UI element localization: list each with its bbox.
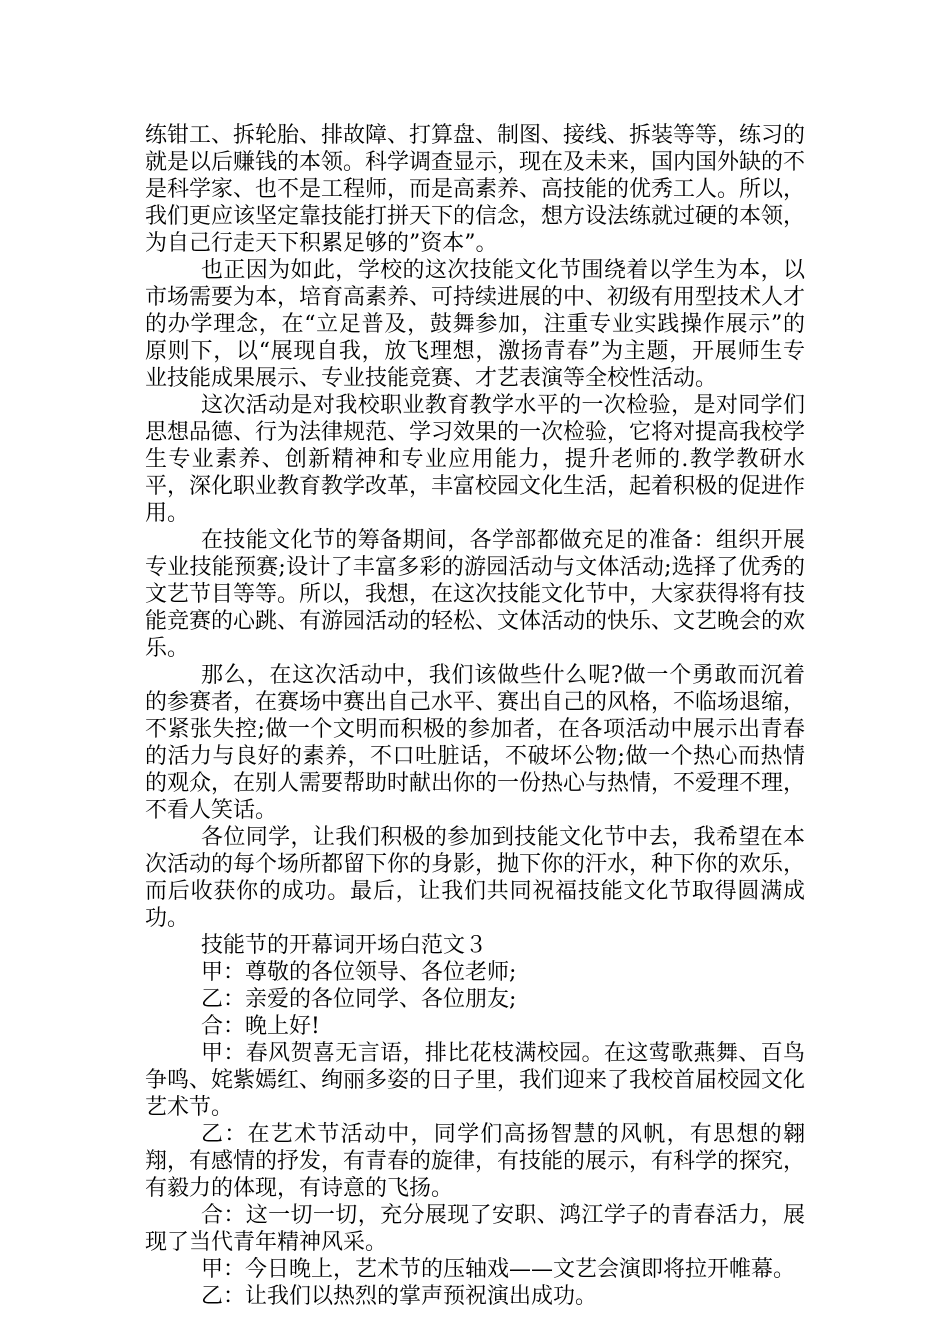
- paragraph: 练钳工、拆轮胎、排故障、打算盘、制图、接线、拆装等等，练习的就是以后赚钱的本领。科学调查显示，现在及未来，国内国外缺的不是科学家、也不是工程师，而是高素养、高技能的优秀工人。所以，我们更应该坚定靠技能打拼天下的信念，想方设法练就过硬的本领，为自己行走天下积累足够的”资本”。: [145, 123, 806, 256]
- dialogue-line: 甲：春风贺喜无言语，排比花枝满校园。在这莺歌燕舞、百鸟争鸣、姹紫嫣红、绚丽多姿的日子里，我们迎来了我校首届校园文化艺术节。: [145, 1041, 806, 1120]
- dialogue-line: 合：这一切一切，充分展现了安职、鸿江学子的青春活力，展现了当代青年精神风采。: [145, 1203, 805, 1255]
- dialogue-line: 合：晚上好!: [201, 1014, 320, 1039]
- paragraph: 也正因为如此，学校的这次技能文化节围绕着以学生为本，以市场需要为本，培育高素养、可持续进展的中、初级有用型技术人才的办学理念，在“立足普及，鼓舞参加，注重专业实践操作展示”的原则下，以“展现自我，放飞理想，激扬青春”为主题，开展师生专业技能成果展示、专业技能竞赛、才艺表演等全校性活动。: [145, 258, 806, 391]
- dialogue-line: 乙：亲爱的各位同学、各位朋友;: [201, 987, 517, 1012]
- section-heading: 技能节的开幕词开场白范文３: [201, 933, 488, 958]
- paragraph: 那么，在这次活动中，我们该做些什么呢?做一个勇敢而沉着的参赛者，在赛场中赛出自己水平、赛出自己的风格，不临场退缩，不紧张失控;做一个文明而积极的参加者，在各项活动中展示出青春的活力与良好的素养，不口吐脏话，不破坏公物;做一个热心而热情的观众，在别人需要帮助时献出你的一份热心与热情，不爱理不理，不看人笑话。: [145, 663, 806, 823]
- paragraph: 在技能文化节的筹备期间，各学部都做充足的准备：组织开展专业技能预赛;设计了丰富多彩的游园活动与文体活动;选择了优秀的文艺节目等等。所以，我想，在这次技能文化节中，大家获得将有技能竞赛的心跳、有游园活动的轻松、文体活动的快乐、文艺晚会的欢乐。: [145, 528, 806, 661]
- paragraph: 这次活动是对我校职业教育教学水平的一次检验，是对同学们思想品德、行为法律规范、学习效果的一次检验，它将对提高我校学生专业素养、创新精神和专业应用能力，提升老师的.教学教研水平，深化职业教育教学改革，丰富校园文化生活，起着积极的促进作用。: [145, 393, 806, 526]
- paragraph: 各位同学，让我们积极的参加到技能文化节中去，我希望在本次活动的每个场所都留下你的身影，抛下你的汗水，种下你的欢乐，而后收获你的成功。最后，让我们共同祝福技能文化节取得圆满成功。: [145, 825, 806, 931]
- document-body: [145, 122, 805, 1310]
- dialogue-line: 乙：在艺术节活动中，同学们高扬智慧的风帆，有思想的翱翔，有感情的抒发，有青春的旋律，有技能的展示，有科学的探究，有毅力的体现，有诗意的飞扬。: [145, 1122, 806, 1201]
- dialogue-line: 甲：今日晚上，艺术节的压轴戏——文艺会演即将拉开帷幕。: [201, 1257, 796, 1282]
- dialogue-line: 乙：让我们以热烈的掌声预祝演出成功。: [201, 1284, 598, 1309]
- dialogue-line: 甲：尊敬的各位领导、各位老师;: [201, 960, 517, 985]
